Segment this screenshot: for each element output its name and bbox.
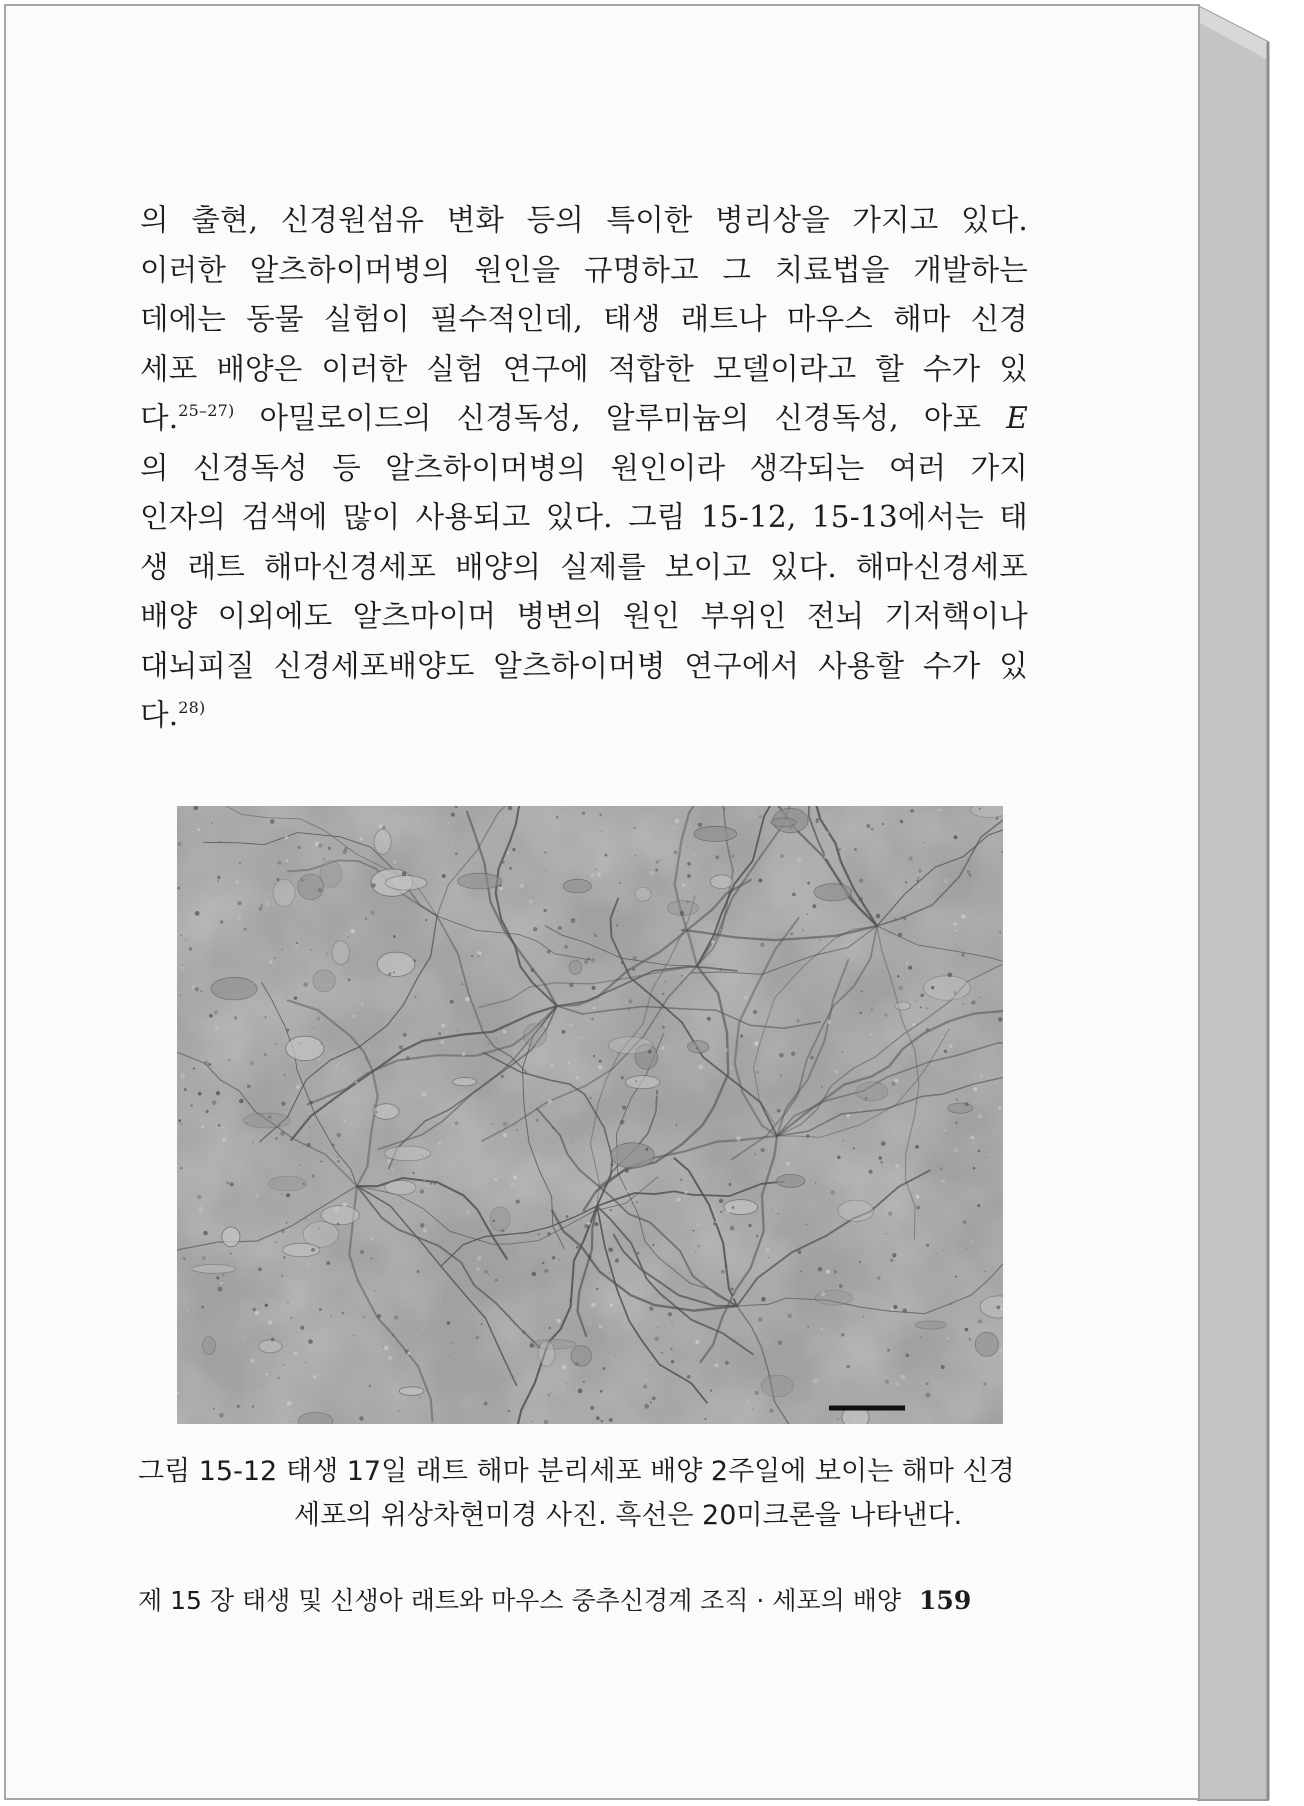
text-line: 배양 이외에도 알츠마이머 병변의 원인 부위인 전뇌 기저핵이나: [140, 599, 1028, 633]
page-number: 159: [919, 1586, 972, 1615]
text-line: 인자의 검색에 많이 사용되고 있다. 그림 15-12, 15-13에서는 태: [140, 500, 1028, 534]
text-fragment: 다.: [140, 698, 179, 732]
micrograph-grain: [177, 806, 1003, 1424]
micrograph-image: [177, 806, 1003, 1424]
figure-caption: [138, 1450, 1028, 1538]
reference-superscript: 28): [178, 698, 206, 717]
apo-e-letter: E: [1006, 401, 1028, 435]
body-paragraph: [140, 196, 1028, 741]
text-line: 데에는 동물 실험이 필수적인데, 태생 래트나 마우스 해마 신경: [140, 302, 1028, 336]
text-line: 의 출현, 신경원섬유 변화 등의 특이한 병리상을 가지고 있다.: [140, 203, 1028, 237]
text-line: 대뇌피질 신경세포배양도 알츠하이머병 연구에서 사용할 수가 있: [140, 648, 1028, 683]
text-fragment: 아밀로이드의 신경독성, 알루미늄의 신경독성, 아포: [234, 401, 1007, 435]
caption-line-1: 태생 17일 래트 해마 분리세포 배양 2주일에 보이는 해마 신경: [286, 1456, 1015, 1487]
text-line: 이러한 알츠하이머병의 원인을 규명하고 그 치료법을 개발하는: [140, 252, 1028, 287]
text-line-with-reference: [140, 394, 1028, 444]
text-line: 생 래트 해마신경세포 배양의 실제를 보이고 있다. 해마신경세포: [140, 549, 1028, 584]
text-line: 세포 배양은 이러한 실험 연구에 적합한 모델이라고 할 수가 있: [140, 351, 1028, 386]
text-line-with-reference: [140, 691, 1028, 741]
figure-label: 그림 15-12: [138, 1456, 278, 1487]
text-fragment: 다.: [140, 401, 179, 435]
chapter-title: 제 15 장 태생 및 신생아 래트와 마우스 중추신경계 조직 · 세포의 배양: [138, 1586, 902, 1615]
caption-line-2: 세포의 위상차현미경 사진. 흑선은 20미크론을 나타낸다.: [294, 1500, 963, 1531]
micrograph-figure: [177, 806, 1003, 1424]
running-footer: [138, 1584, 971, 1618]
text-line: 의 신경독성 등 알츠하이머병의 원인이라 생각되는 여러 가지: [140, 450, 1028, 485]
reference-superscript: 25–27): [178, 401, 235, 420]
